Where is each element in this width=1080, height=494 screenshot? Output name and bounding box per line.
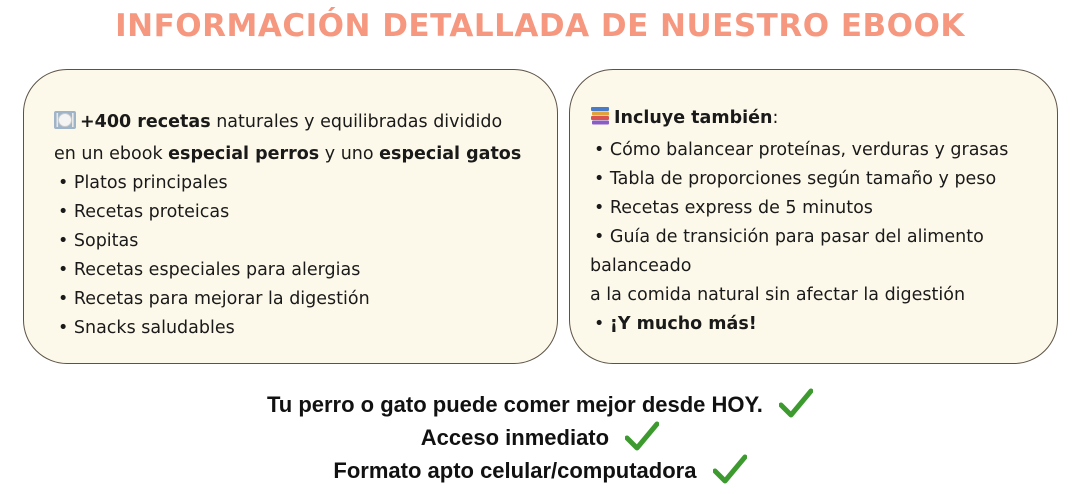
list-item: • Recetas especiales para alergias — [58, 260, 361, 280]
list-item: • Snacks saludables — [58, 318, 235, 338]
includes-heading: Incluye también — [614, 108, 773, 128]
footer-text: Tu perro o gato puede comer mejor desde HOY. — [266, 392, 763, 417]
list-item: • Guía de transición para pasar del alimento — [594, 227, 984, 247]
list-item: • Recetas para mejorar la digestión — [58, 289, 370, 309]
recipes-intro-text-2: en un ebook — [54, 144, 169, 164]
list-item-wrap: balanceado — [590, 256, 692, 276]
check-icon — [625, 421, 659, 457]
footer-line-2 — [0, 421, 1080, 457]
list-item-last — [590, 310, 1057, 339]
page-title: INFORMACIÓN DETALLADA DE NUESTRO EBOOK — [115, 8, 965, 44]
footer-line-1 — [0, 388, 1080, 424]
plate-cutlery-icon — [54, 110, 76, 140]
list-item: • Recetas proteicas — [58, 202, 230, 222]
list-item: • Tabla de proporciones según tamaño y peso — [594, 169, 997, 189]
list-item: • Sopitas — [58, 231, 139, 251]
includes-card — [569, 69, 1058, 364]
list-item: • Cómo balancear proteínas, verduras y grasas — [594, 140, 1009, 160]
list-item: • Platos principales — [58, 173, 228, 193]
recipes-intro-text-3: y uno — [319, 144, 380, 164]
check-icon — [713, 454, 747, 490]
dogs-ebook-label: especial perros — [168, 144, 320, 164]
bullet-mark: • — [594, 314, 610, 334]
list-item: • Recetas express de 5 minutos — [594, 198, 873, 218]
includes-heading-line — [590, 104, 1057, 136]
includes-heading-colon: : — [772, 108, 779, 128]
list-item-wrap: a la comida natural sin afectar la digestión — [590, 285, 966, 305]
check-icon — [779, 388, 813, 424]
recipes-count: +400 recetas — [80, 112, 211, 132]
recipes-intro-line-1 — [54, 108, 557, 140]
footer-text: Acceso inmediato — [420, 425, 610, 450]
footer-text: Formato apto celular/computadora — [333, 458, 697, 483]
cats-ebook-label: especial gatos — [379, 144, 522, 164]
and-much-more: ¡Y mucho más! — [609, 314, 757, 334]
recipes-intro-line-2 — [54, 140, 557, 169]
footer-line-3 — [0, 454, 1080, 490]
recipes-card — [23, 69, 558, 364]
recipes-intro-text: naturales y equilibradas dividido — [210, 112, 503, 132]
books-icon — [590, 106, 610, 136]
